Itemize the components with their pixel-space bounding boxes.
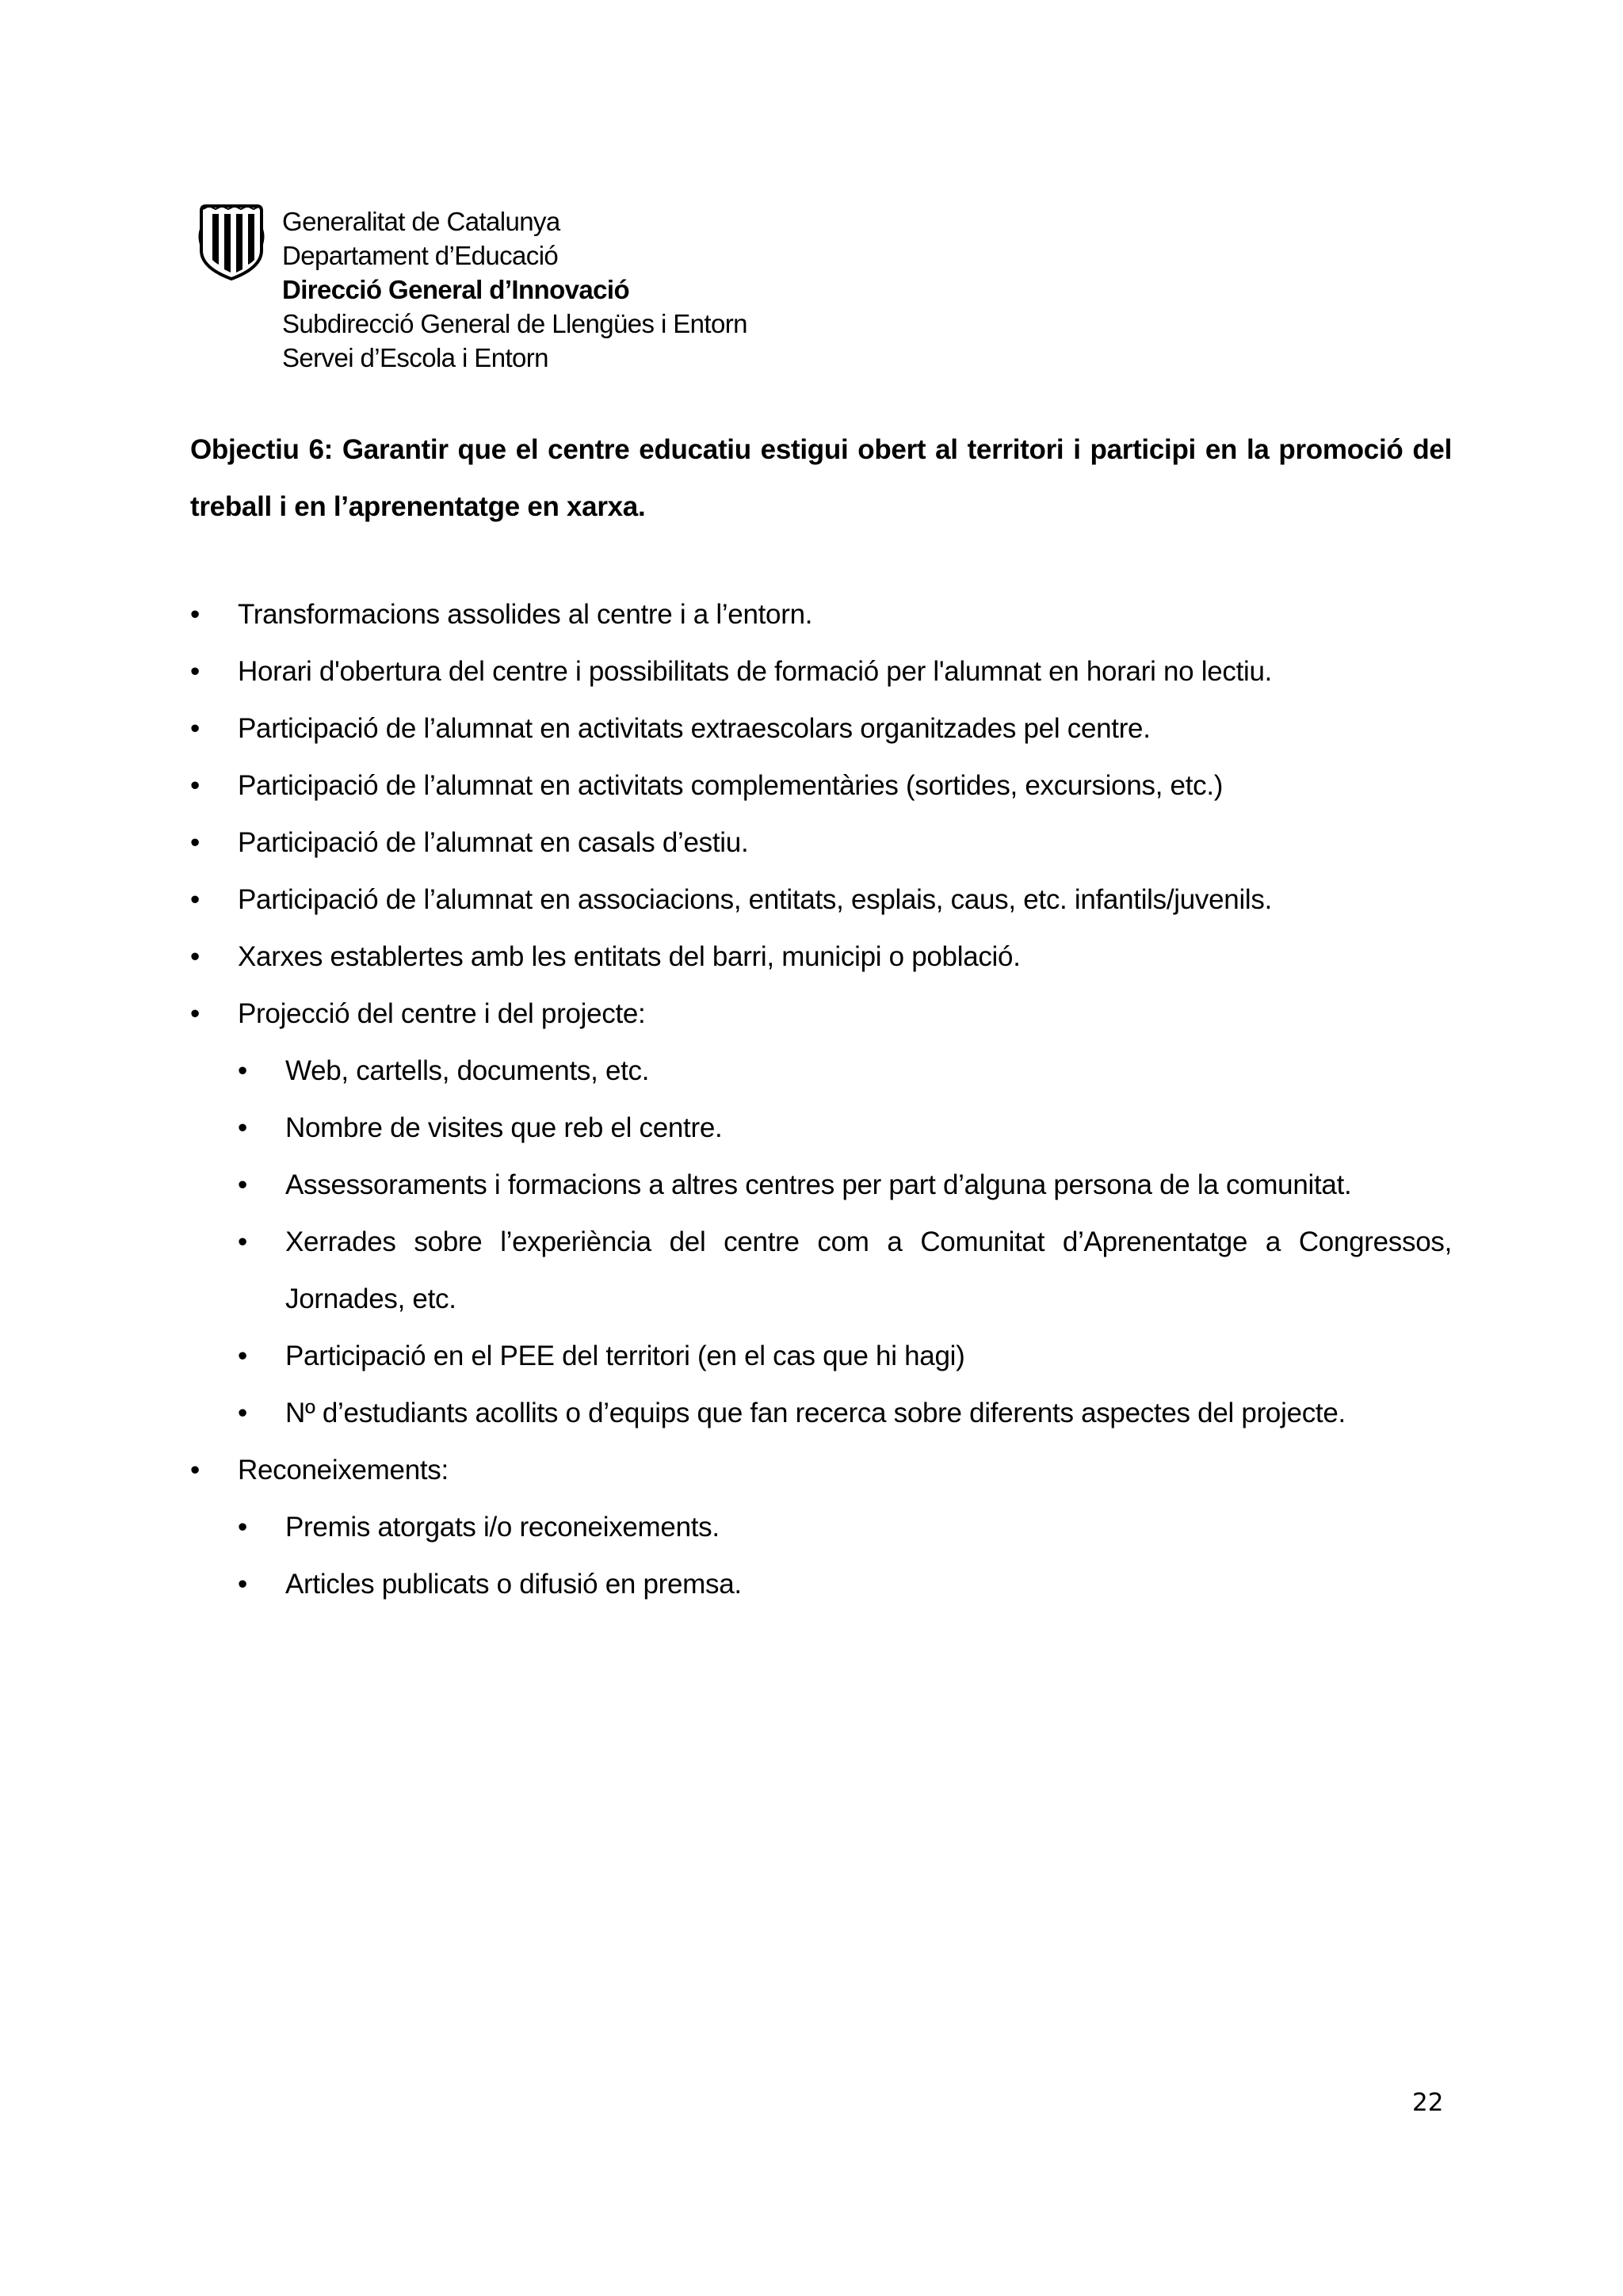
bullet-icon: • (190, 827, 200, 858)
sublist-item-text: Xerrades sobre l’experiència del centre com a Comunitat d’Aprenentatge a Congressos, Jornades, etc. (285, 1226, 1452, 1314)
list-item (190, 700, 1452, 757)
bullet-icon: • (190, 713, 200, 744)
list-item (190, 871, 1452, 929)
list-item-text: Participació de l’alumnat en activitats extraescolars organitzades pel centre. (238, 713, 1151, 744)
bullet-icon: • (238, 1512, 247, 1543)
bullet-icon: • (190, 884, 200, 915)
letterhead-line-directorate: Direcció General d’Innovació (282, 275, 630, 304)
list-item-text: Participació de l’alumnat en associacions, entitats, esplais, caus, etc. infantils/juvenils. (238, 884, 1273, 915)
list-item (190, 643, 1452, 700)
list-item (190, 814, 1452, 871)
list-item-text: Xarxes establertes amb les entitats del barri, municipi o població. (238, 941, 1021, 972)
sublist-item (238, 1043, 1452, 1100)
bullet-icon: • (238, 1112, 247, 1143)
recognitions-sublist-container (190, 1499, 1452, 1613)
projection-sublist (190, 1043, 1452, 1442)
bullet-icon: • (238, 1398, 247, 1428)
list-item (190, 929, 1452, 986)
bullet-icon: • (238, 1341, 247, 1371)
list-item-recognitions (190, 1442, 1452, 1499)
bullet-icon: • (190, 656, 200, 687)
list-item-text: Participació de l’alumnat en activitats complementàries (sortides, excursions, etc.) (238, 770, 1224, 801)
letterhead (198, 204, 747, 375)
letterhead-line-government: Generalitat de Catalunya (282, 207, 560, 236)
list-item-projection (190, 986, 1452, 1043)
sublist-item-text: Participació en el PEE del territori (en el cas que hi hagi) (285, 1341, 965, 1371)
letterhead-text (282, 204, 747, 375)
sublist-item (238, 1328, 1452, 1385)
letterhead-line-subdirectorate: Subdirecció General de Llengües i Entorn (282, 309, 747, 338)
bullet-icon: • (238, 1226, 247, 1257)
sublist-item (238, 1556, 1452, 1613)
bullet-icon: • (190, 599, 200, 630)
list-item-text: Horari d'obertura del centre i possibilitats de formació per l'alumnat en horari no lectiu. (238, 656, 1273, 687)
sublist-item (238, 1157, 1452, 1214)
bullet-icon: • (190, 770, 200, 801)
page-number: 22 (1412, 2088, 1444, 2117)
sublist-item-text: Assessoraments i formacions a altres centres per part d’alguna persona de la comunitat. (285, 1169, 1352, 1200)
list-item-text: Projecció del centre i del projecte: (238, 998, 646, 1029)
list-item-text: Participació de l’alumnat en casals d’estiu. (238, 827, 749, 858)
bullet-icon: • (190, 941, 200, 972)
list-item-text: Reconeixements: (238, 1455, 449, 1486)
sublist-item (238, 1385, 1452, 1442)
sublist-item-text: Web, cartells, documents, etc. (285, 1055, 650, 1086)
list-item (190, 586, 1452, 643)
list-item (190, 757, 1452, 814)
objective-heading: Objectiu 6: Garantir que el centre educatiu estigui obert al territori i participi en la promoció del treball i en l’aprenentatge en xarxa. (190, 434, 1452, 522)
sublist-item (238, 1100, 1452, 1157)
bullet-icon: • (238, 1055, 247, 1086)
generalitat-de-catalunya-logo-icon (198, 204, 265, 280)
recognitions-sublist (190, 1499, 1452, 1613)
sublist-item-text: Nº d’estudiants acollits o d’equips que fan recerca sobre diferents aspectes del projecte. (285, 1398, 1346, 1428)
sublist-item (238, 1499, 1452, 1556)
indicator-list (190, 586, 1452, 1613)
letterhead-line-service: Servei d’Escola i Entorn (282, 343, 548, 372)
sublist-item-text: Premis atorgats i/o reconeixements. (285, 1512, 720, 1543)
bullet-icon: • (238, 1169, 247, 1200)
sublist-item (238, 1214, 1452, 1328)
letterhead-line-department: Departament d’Educació (282, 241, 559, 270)
sublist-item-text: Nombre de visites que reb el centre. (285, 1112, 723, 1143)
sublist-item-text: Articles publicats o difusió en premsa. (285, 1569, 742, 1600)
projection-sublist-container (190, 1043, 1452, 1442)
bullet-icon: • (238, 1569, 247, 1600)
bullet-icon: • (190, 998, 200, 1029)
bullet-icon: • (190, 1455, 200, 1486)
list-item-text: Transformacions assolides al centre i a l’entorn. (238, 599, 813, 630)
